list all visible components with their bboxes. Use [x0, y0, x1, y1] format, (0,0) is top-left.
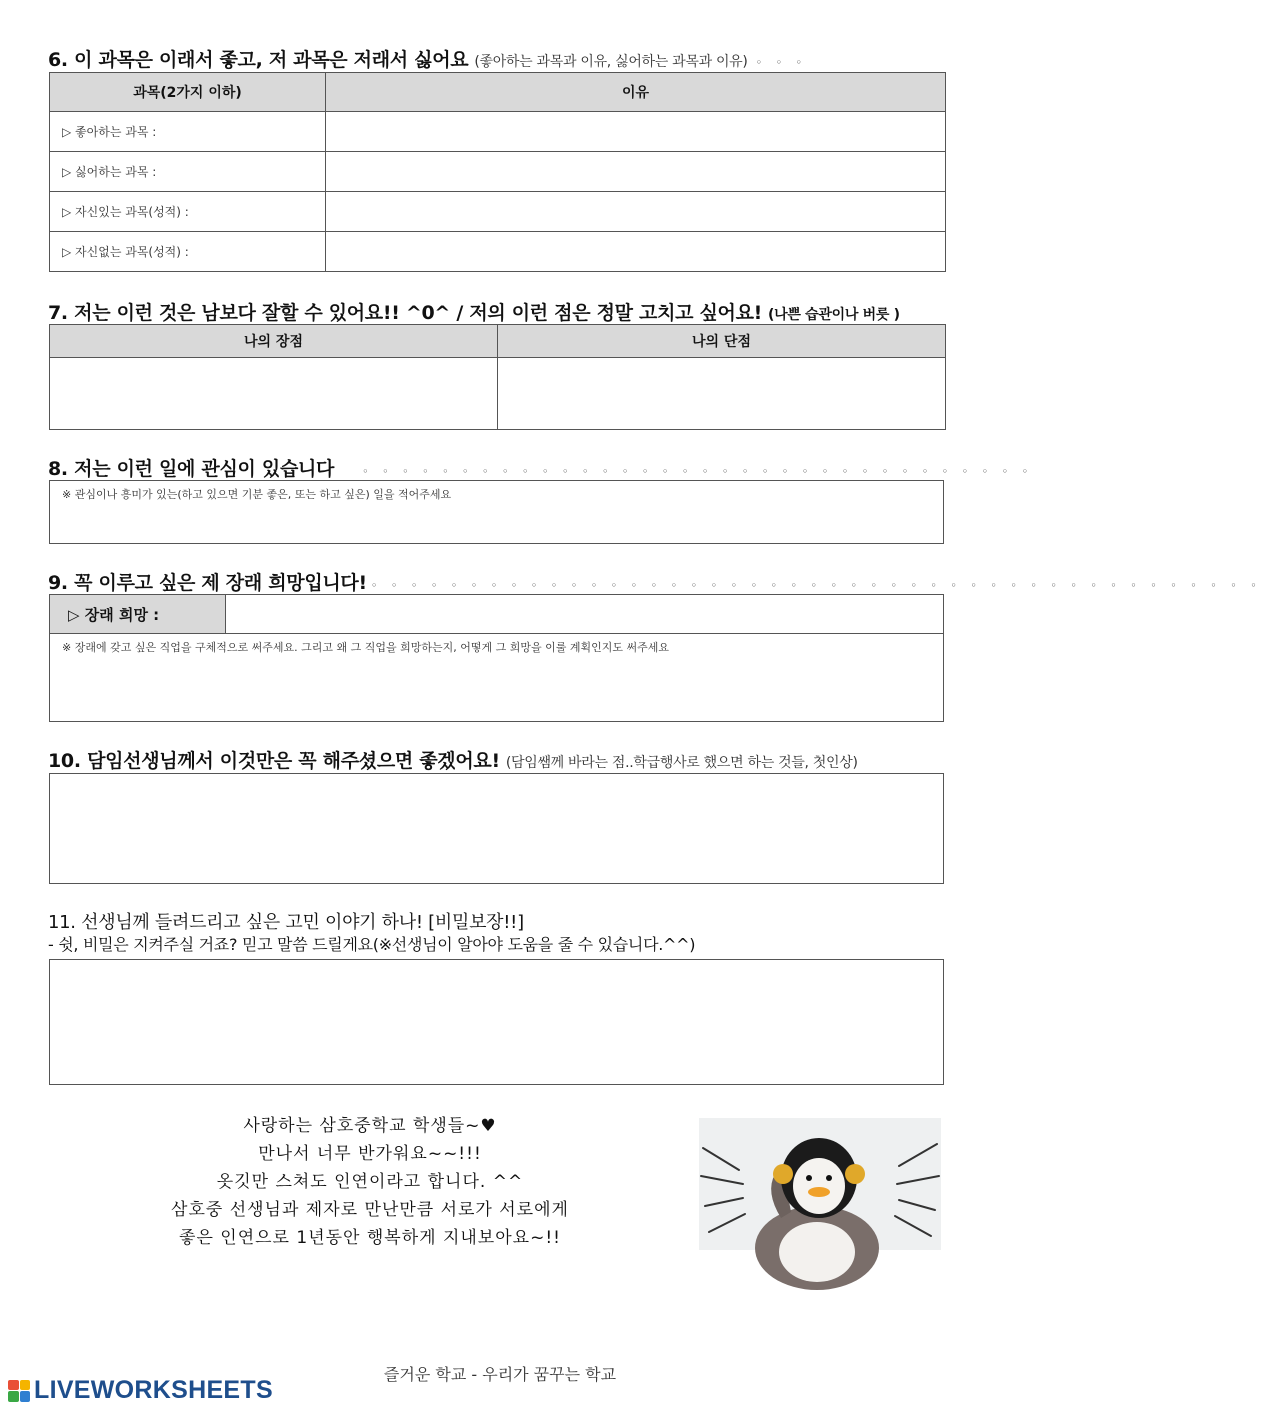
q6-col-reason: 이유 — [326, 73, 946, 112]
q6-heading — [48, 45, 807, 72]
q6-table — [49, 72, 946, 272]
q10-title: 10. 담임선생님께서 이것만은 꼭 해주셨으면 좋겠어요! — [48, 750, 500, 772]
closing-line: 삼호중 선생님과 제자로 만난만큼 서로가 서로에게 — [171, 1200, 569, 1220]
q11-answer-box[interactable] — [49, 959, 944, 1085]
q6-header-row — [50, 73, 946, 112]
q7-heading — [48, 298, 900, 325]
q9-hope-label: ▷ 장래 희망 : — [50, 595, 226, 633]
q9-box — [49, 594, 944, 722]
q8-note: ※ 관심이나 흥미가 있는(하고 있으면 기분 좋은, 또는 하고 싶은) 일을 적어주세요 — [62, 488, 452, 501]
q6-answer-cell[interactable] — [326, 232, 946, 272]
closing-message — [130, 1112, 610, 1252]
q6-dots: ◦ ◦ ◦ — [755, 56, 808, 69]
table-row — [50, 192, 946, 232]
q7-col-strength: 나의 장점 — [50, 325, 498, 358]
q11-line2: - 쉿, 비밀은 지켜주실 거죠? 믿고 말씀 드릴게요(※선생님이 알아야 도움을 줄 수 있습니다.^^) — [48, 935, 696, 954]
table-row — [50, 232, 946, 272]
q6-col-subject: 과목(2가지 이하) — [50, 73, 326, 112]
q9-hope-input[interactable] — [226, 595, 943, 633]
q6-title: 6. 이 과목은 이래서 좋고, 저 과목은 저래서 싫어요 — [48, 49, 469, 71]
q8-heading — [48, 454, 1033, 481]
penguin-illustration — [699, 1118, 941, 1250]
q7-strength-input[interactable] — [50, 358, 498, 430]
closing-line: 만나서 너무 반가워요~~!!! — [258, 1144, 482, 1164]
q7-title: 7. 저는 이런 것은 남보다 잘할 수 있어요!! ^0^ / 저의 이런 점은 정말 고치고 싶어요! — [48, 302, 763, 324]
penguin-photo — [699, 1118, 941, 1250]
q7-col-weakness: 나의 단점 — [498, 325, 946, 358]
q9-title: 9. 꼭 이루고 싶은 제 장래 희망입니다! — [48, 572, 367, 594]
q10-subtitle: (담임쌤께 바라는 점..학급행사로 했으면 하는 것들, 첫인상) — [505, 755, 858, 771]
q6-row-label: ▷ 좋아하는 과목 : — [50, 112, 326, 152]
q7-table — [49, 324, 946, 430]
q11-title: 11. 선생님께 들려드리고 싶은 고민 이야기 하나! [비밀보장!!] — [48, 912, 524, 933]
q7-header-row — [50, 325, 946, 358]
q8-title: 8. 저는 이런 일에 관심이 있습니다 — [48, 458, 335, 480]
closing-line: 좋은 인연으로 1년동안 행복하게 지내보아요~!! — [179, 1228, 561, 1248]
penguin-face — [793, 1158, 845, 1214]
liveworksheets-logo[interactable] — [8, 1376, 273, 1405]
footer-text: 즐거운 학교 - 우리가 꿈꾸는 학교 — [383, 1365, 617, 1384]
liveworksheets-icon — [8, 1380, 30, 1402]
q6-subtitle: (좋아하는 과목과 이유, 싫어하는 과목과 이유) — [474, 54, 748, 70]
q8-dots: ◦ ◦ ◦ ◦ ◦ ◦ ◦ ◦ ◦ ◦ ◦ ◦ ◦ ◦ ◦ ◦ ◦ ◦ ◦ ◦ ◦ ◦ ◦ ◦ ◦ ◦ ◦ ◦ ◦ ◦ ◦ ◦ ◦ ◦ — [362, 465, 1034, 478]
q6-row-label: ▷ 자신있는 과목(성적) : — [50, 192, 326, 232]
q6-answer-cell[interactable] — [326, 152, 946, 192]
table-row — [50, 152, 946, 192]
q6-row-label: ▷ 싫어하는 과목 : — [50, 152, 326, 192]
q9-hope-row — [50, 595, 943, 634]
q9-heading — [48, 568, 1262, 595]
q9-dots: ◦ ◦ ◦ ◦ ◦ ◦ ◦ ◦ ◦ ◦ ◦ ◦ ◦ ◦ ◦ ◦ ◦ ◦ ◦ ◦ ◦ ◦ ◦ ◦ ◦ ◦ ◦ ◦ ◦ ◦ ◦ ◦ ◦ ◦ ◦ ◦ ◦ ◦ ◦ ◦ ◦ ◦ ◦ ◦ ◦ — [370, 579, 1262, 592]
q8-answer-box[interactable] — [49, 480, 944, 544]
closing-line: 사랑하는 삼호중학교 학생들~♥ — [243, 1116, 497, 1136]
penguin-beak — [808, 1187, 830, 1197]
q6-row-label: ▷ 자신없는 과목(성적) : — [50, 232, 326, 272]
q6-answer-cell[interactable] — [326, 192, 946, 232]
table-row — [50, 358, 946, 430]
q6-answer-cell[interactable] — [326, 112, 946, 152]
q10-heading — [48, 746, 858, 773]
q7-weakness-input[interactable] — [498, 358, 946, 430]
closing-line: 옷깃만 스쳐도 인연이라고 합니다. ^^ — [216, 1172, 524, 1192]
brand-name: LIVEWORKSHEETS — [34, 1376, 273, 1404]
q9-note: ※ 장래에 갖고 싶은 직업을 구체적으로 써주세요. 그리고 왜 그 직업을 희망하는지, 어떻게 그 희망을 이룰 계획인지도 써주세요 — [62, 641, 669, 654]
q10-answer-box[interactable] — [49, 773, 944, 884]
table-row — [50, 112, 946, 152]
q7-subtitle: (나쁜 습관이나 버릇 ) — [768, 307, 900, 323]
